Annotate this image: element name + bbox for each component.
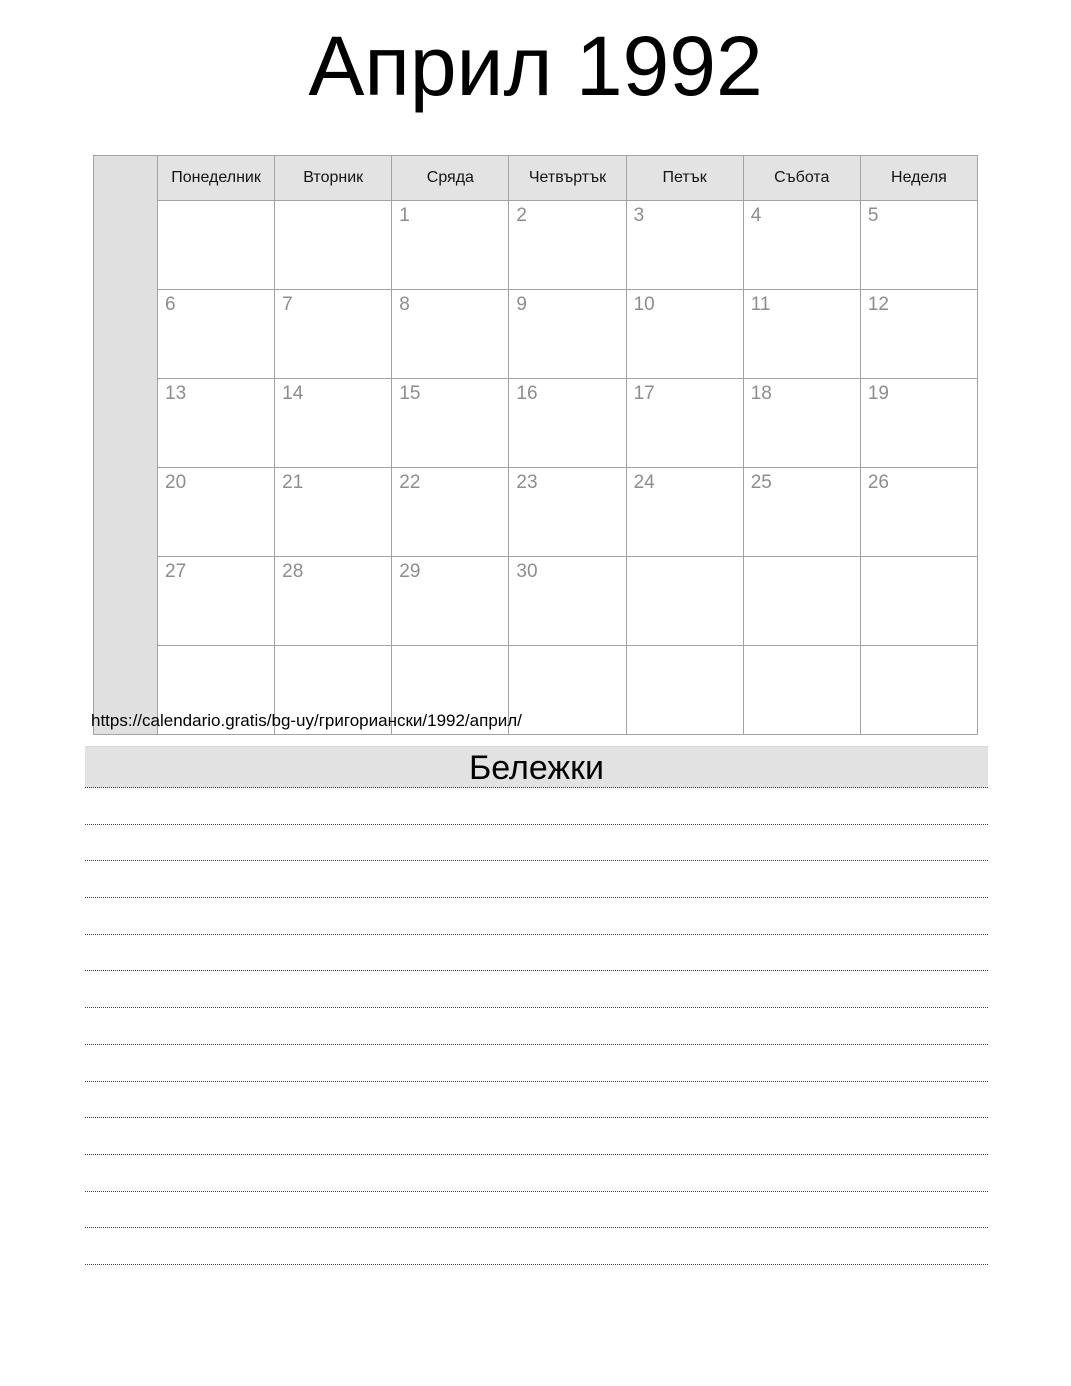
calendar-day-cell <box>275 201 392 290</box>
notes-section <box>85 746 988 1265</box>
calendar-day-cell: 1 <box>392 201 509 290</box>
calendar-day-cell: 28 <box>275 557 392 646</box>
calendar-day-cell <box>860 557 977 646</box>
note-line <box>85 825 988 862</box>
note-line <box>85 788 988 825</box>
source-url: https://calendario.gratis/bg-uy/григориански/1992/април/ <box>91 711 522 730</box>
calendar-day-cell <box>626 646 743 735</box>
calendar-week-row <box>94 468 978 557</box>
note-line <box>85 861 988 898</box>
calendar-day-cell: 4 <box>743 201 860 290</box>
note-line <box>85 1082 988 1119</box>
calendar-day-cell: 7 <box>275 290 392 379</box>
calendar-day-cell <box>743 646 860 735</box>
note-line <box>85 1192 988 1229</box>
calendar-day-cell: 19 <box>860 379 977 468</box>
notes-lines <box>85 788 988 1265</box>
day-header-saturday: Събота <box>743 156 860 201</box>
calendar-day-cell: 20 <box>158 468 275 557</box>
calendar-day-cell: 8 <box>392 290 509 379</box>
calendar-day-cell: 25 <box>743 468 860 557</box>
note-line <box>85 1118 988 1155</box>
calendar-week-row <box>94 201 978 290</box>
note-line <box>85 935 988 972</box>
notes-title: Бележки <box>85 746 988 788</box>
calendar-day-cell: 14 <box>275 379 392 468</box>
calendar-day-cell: 29 <box>392 557 509 646</box>
calendar-week-row <box>94 379 978 468</box>
calendar-day-cell: 22 <box>392 468 509 557</box>
month-title: Април 1992 <box>308 19 763 113</box>
calendar-day-cell: 17 <box>626 379 743 468</box>
calendar-day-cell: 15 <box>392 379 509 468</box>
note-line <box>85 1008 988 1045</box>
calendar-day-cell: 3 <box>626 201 743 290</box>
day-header-wednesday: Сряда <box>392 156 509 201</box>
day-header-tuesday: Вторник <box>275 156 392 201</box>
note-line <box>85 1155 988 1192</box>
calendar-day-cell: 6 <box>158 290 275 379</box>
calendar-header-row <box>94 156 978 201</box>
note-line <box>85 1045 988 1082</box>
calendar-day-cell: 16 <box>509 379 626 468</box>
note-line <box>85 898 988 935</box>
calendar-day-cell: 23 <box>509 468 626 557</box>
calendar-day-cell: 11 <box>743 290 860 379</box>
day-header-sunday: Неделя <box>860 156 977 201</box>
calendar-day-cell <box>158 201 275 290</box>
calendar-day-cell: 2 <box>509 201 626 290</box>
calendar-day-cell <box>626 557 743 646</box>
calendar-week-number-column <box>94 156 158 735</box>
calendar-day-cell: 13 <box>158 379 275 468</box>
calendar-week-row <box>94 557 978 646</box>
calendar-day-cell: 5 <box>860 201 977 290</box>
note-line <box>85 1228 988 1265</box>
calendar-week-row <box>94 290 978 379</box>
calendar-day-cell: 12 <box>860 290 977 379</box>
note-line <box>85 971 988 1008</box>
calendar-day-cell: 9 <box>509 290 626 379</box>
calendar-day-cell: 18 <box>743 379 860 468</box>
calendar-day-cell: 27 <box>158 557 275 646</box>
day-header-thursday: Четвъртък <box>509 156 626 201</box>
calendar-day-cell <box>743 557 860 646</box>
calendar-day-cell: 21 <box>275 468 392 557</box>
day-header-monday: Понеделник <box>158 156 275 201</box>
calendar-day-cell <box>509 646 626 735</box>
day-header-friday: Петък <box>626 156 743 201</box>
calendar-day-cell <box>860 646 977 735</box>
calendar-day-cell: 30 <box>509 557 626 646</box>
calendar-day-cell: 24 <box>626 468 743 557</box>
calendar-day-cell: 26 <box>860 468 977 557</box>
calendar-table <box>93 155 978 735</box>
calendar-day-cell: 10 <box>626 290 743 379</box>
